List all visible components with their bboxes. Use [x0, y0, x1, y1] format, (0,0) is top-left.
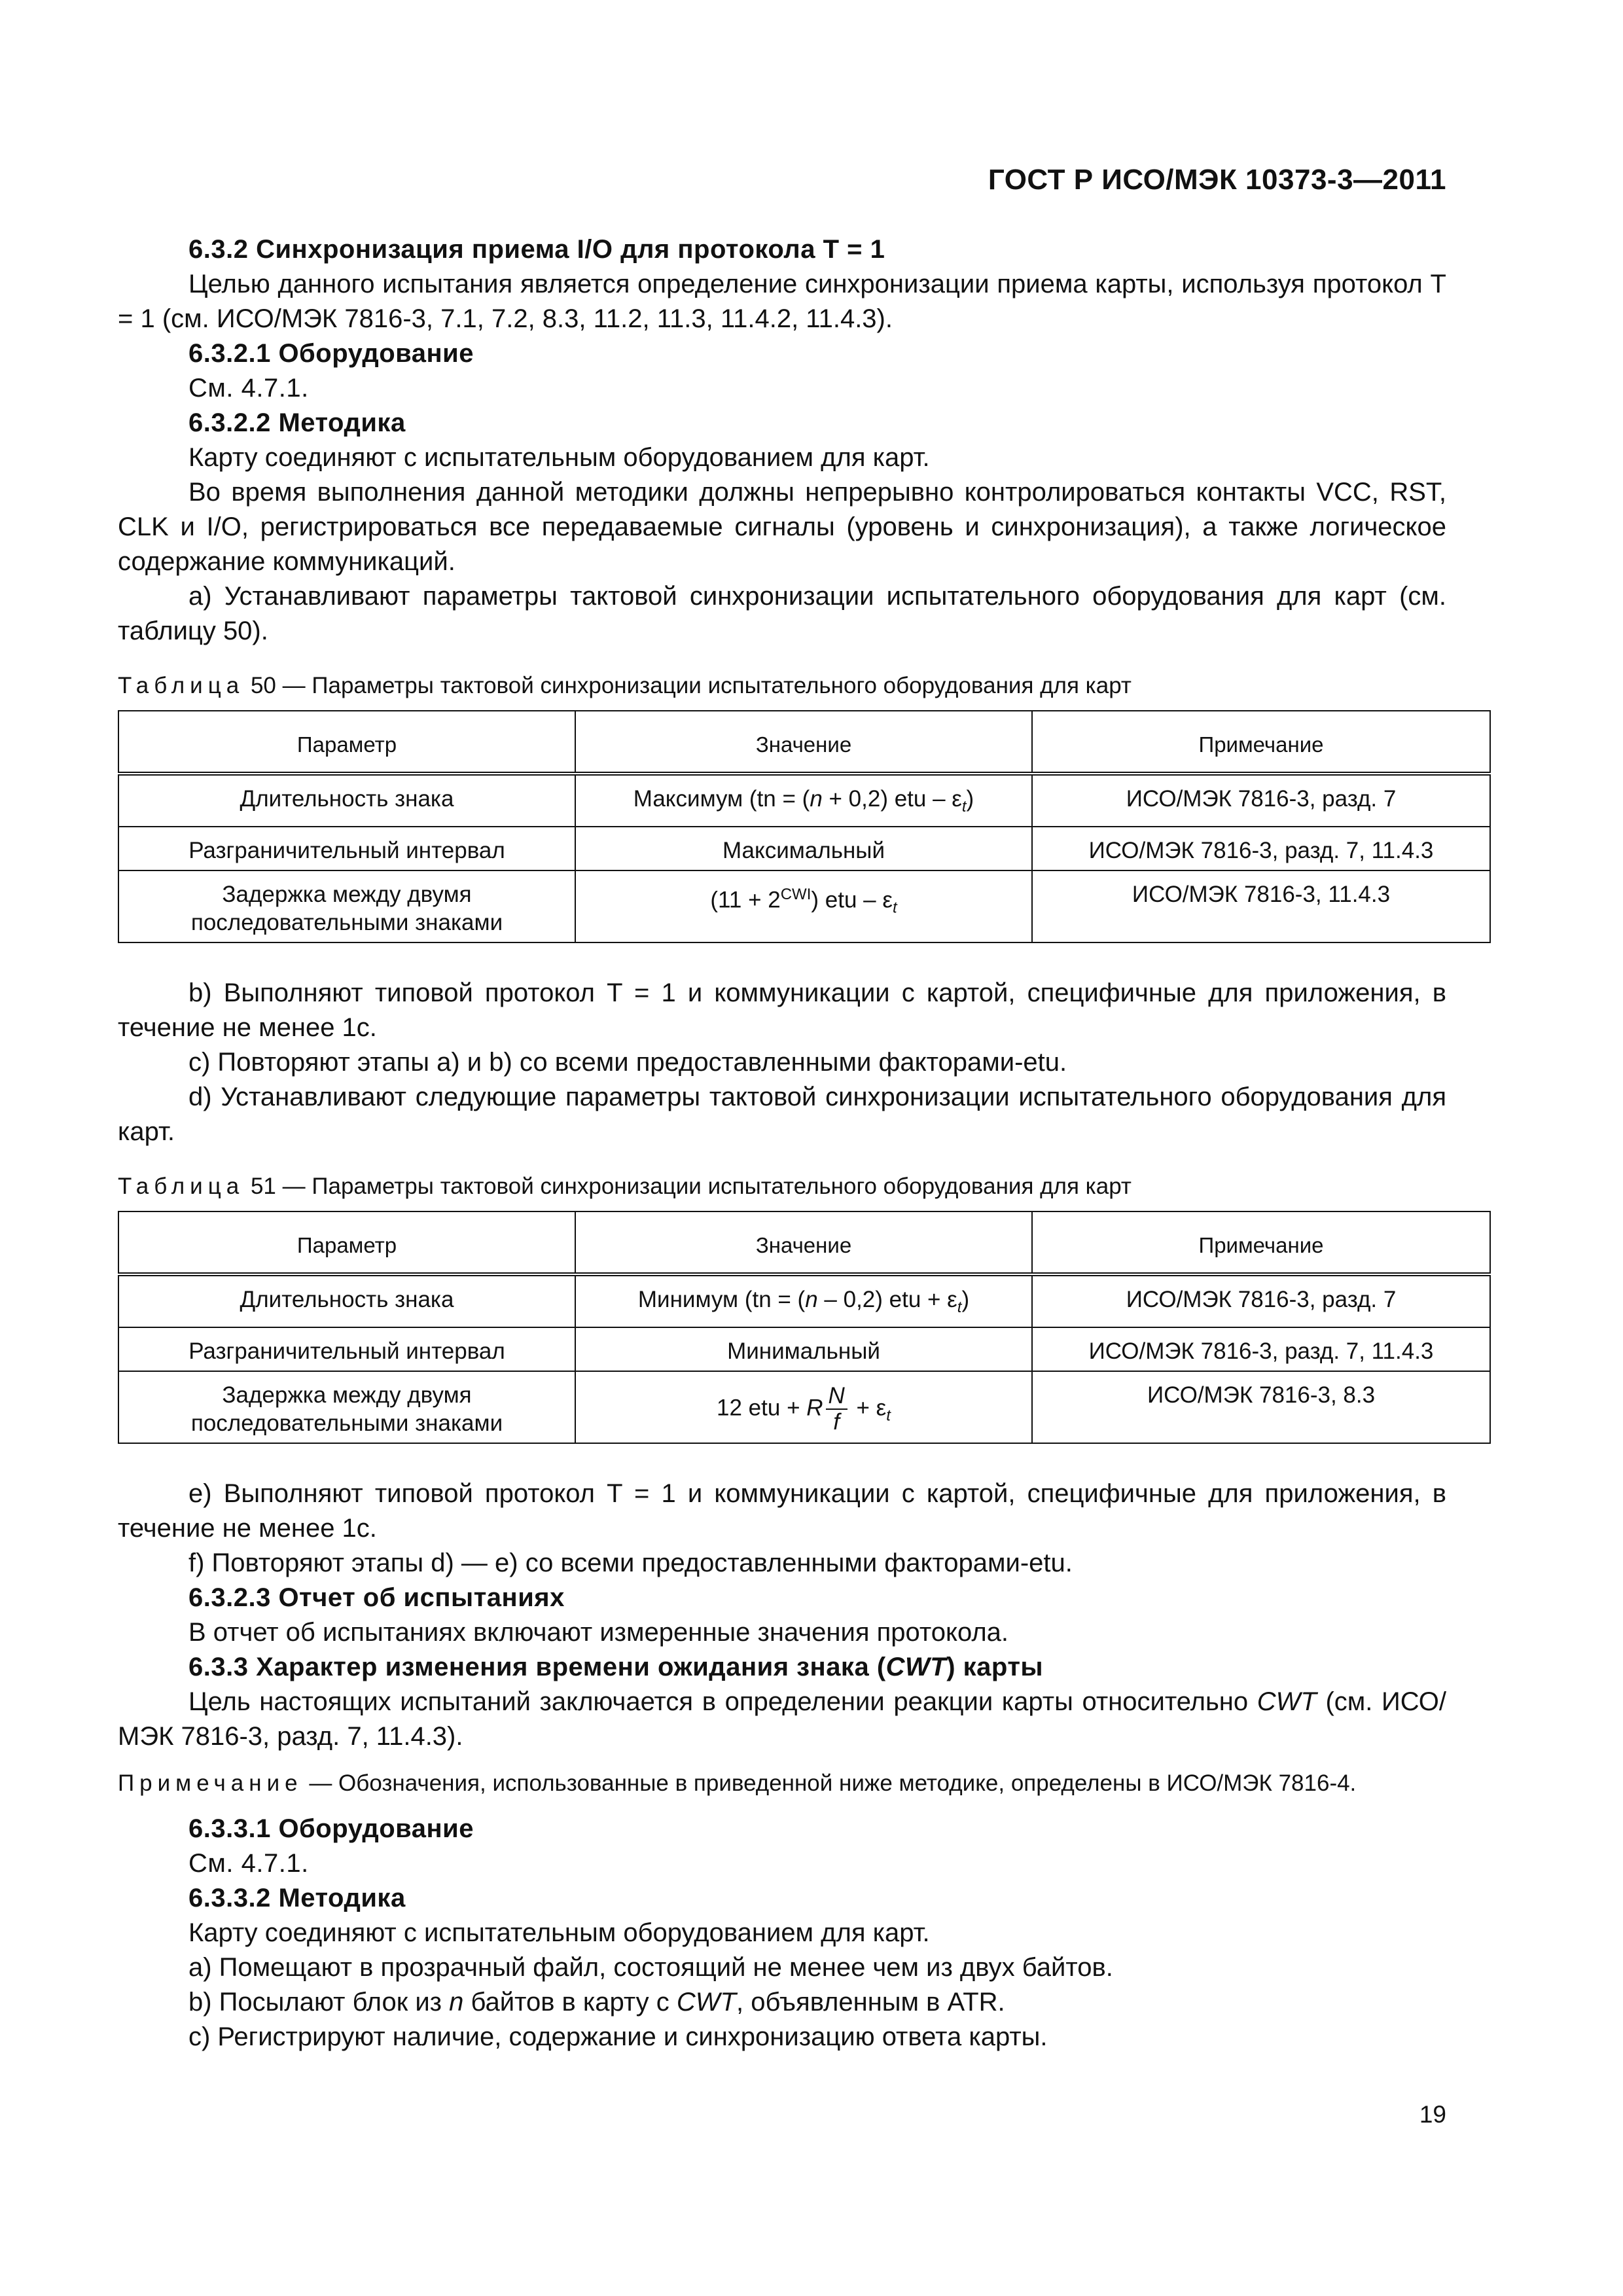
fraction-denominator: f: [833, 1409, 840, 1435]
cell-text: ) etu – ε: [811, 887, 893, 913]
step-b: b) Выполняют типовой протокол T = 1 и коммуникации с картой, специфичные для приложения, в течение не менее 1с.: [118, 978, 1446, 1042]
heading-text: ) карты: [946, 1653, 1044, 1681]
table-header-row: [118, 711, 1490, 774]
step-b: [118, 1985, 1446, 2020]
cell-text: ): [966, 786, 974, 812]
table-cell: Длительность знака: [118, 774, 575, 827]
table-cell: Минимальный: [575, 1327, 1032, 1371]
table-caption-text: 50 — Параметры тактовой синхронизации испытательного оборудования для карт: [250, 673, 1132, 698]
paragraph-text: n: [449, 1988, 464, 2017]
paragraph-text: b) Посылают блок из: [188, 1988, 450, 2017]
table-cell: [575, 870, 1032, 942]
cell-text: n: [810, 786, 823, 812]
table-51: [118, 1211, 1491, 1444]
table-label: Таблица: [118, 1174, 245, 1199]
table-cell: ИСО/МЭК 7816-3, 8.3: [1032, 1371, 1490, 1443]
step-c: c) Регистрируют наличие, содержание и синхронизацию ответа карты.: [188, 2022, 1048, 2051]
paragraph-text: CWT: [676, 1988, 736, 2017]
paragraph-text: байтов в карту с: [463, 1988, 677, 2017]
cell-text: Минимум (tn = (: [637, 1287, 806, 1312]
paragraph: Целью данного испытания является определение синхронизации приема карты, используя протокол T = 1 (см. ИСО/МЭК 7816-3, 7.1, 7.2, 8.3, 11.2, 11.3, 11.4.2, 11.4.3).: [118, 270, 1446, 333]
cell-text: t: [961, 798, 967, 816]
note-label: Примечание: [118, 1770, 303, 1796]
paragraph: [118, 1685, 1446, 1754]
column-header: Значение: [575, 1211, 1032, 1274]
column-header: Параметр: [118, 1211, 575, 1274]
table-row: [118, 827, 1490, 870]
table-label: Таблица: [118, 673, 245, 698]
cell-text: (11 + 2: [710, 887, 781, 913]
paragraph: См. 4.7.1.: [188, 374, 309, 403]
table-cell: Длительность знака: [118, 1274, 575, 1327]
note-text: — Обозначения, использованные в приведенной ниже методике, определены в ИСО/МЭК 7816-4.: [302, 1770, 1357, 1796]
cell-text: t: [886, 1407, 891, 1425]
page-number: 19: [1419, 2101, 1446, 2128]
table-cell: ИСО/МЭК 7816-3, разд. 7, 11.4.3: [1032, 1327, 1490, 1371]
paragraph-text: Цель настоящих испытаний заключается в определении реакции карты относительно: [188, 1687, 1257, 1716]
table-cell: [575, 774, 1032, 827]
paragraph-text: , объявленным в ATR.: [736, 1988, 1005, 2017]
table-header-row: [118, 1211, 1490, 1274]
cell-text: + 0,2) etu – ε: [822, 786, 962, 812]
step-c: c) Повторяют этапы a) и b) со всеми предоставленными факторами-etu.: [188, 1048, 1067, 1077]
table-cell: ИСО/МЭК 7816-3, 11.4.3: [1032, 870, 1490, 942]
heading-text: CWT: [885, 1653, 947, 1681]
table-cell: ИСО/МЭК 7816-3, разд. 7: [1032, 1274, 1490, 1327]
paragraph: См. 4.7.1.: [188, 1849, 309, 1878]
column-header: Примечание: [1032, 711, 1490, 774]
fraction-numerator: N: [826, 1384, 847, 1410]
cell-text: Максимум (tn = (: [633, 786, 810, 812]
table-caption-text: 51 — Параметры тактовой синхронизации испытательного оборудования для карт: [250, 1174, 1132, 1199]
heading-text: 6.3.3 Характер изменения времени ожидания знака (: [188, 1653, 886, 1681]
step-e: e) Выполняют типовой протокол T = 1 и коммуникации с картой, специфичные для приложения, в течение не менее 1с.: [118, 1479, 1446, 1543]
section-heading-6-3-2-2: 6.3.2.2 Методика: [188, 408, 406, 437]
step-a: a) Устанавливают параметры тактовой синхронизации испытательного оборудования для карт (см. таблицу 50).: [118, 582, 1446, 645]
table-row: [118, 1371, 1490, 1443]
column-header: Значение: [575, 711, 1032, 774]
table-row: [118, 870, 1490, 942]
paragraph-text: (см. ИСО/МЭК 7816-3, разд. 7, 11.4.3).: [118, 1687, 1446, 1751]
table-50-caption: [118, 671, 1446, 701]
step-a: a) Помещают в прозрачный файл, состоящий не менее чем из двух байтов.: [188, 1953, 1113, 1982]
cell-text: t: [892, 899, 897, 917]
fraction: [826, 1384, 847, 1435]
cell-text: n: [805, 1287, 818, 1312]
table-row: [118, 774, 1490, 827]
document-header: ГОСТ Р ИСО/МЭК 10373-3—2011: [988, 164, 1446, 196]
table-cell: Разграничительный интервал: [118, 827, 575, 870]
table-cell: [575, 1274, 1032, 1327]
section-heading-6-3-3-2: 6.3.3.2 Методика: [188, 1884, 406, 1912]
section-heading-6-3-2-1: 6.3.2.1 Оборудование: [188, 339, 474, 368]
paragraph-text: CWT: [1257, 1687, 1317, 1716]
cell-text: 12 etu +: [717, 1395, 807, 1421]
table-row: [118, 1274, 1490, 1327]
page-content: [118, 232, 1446, 2054]
cell-text: CWI: [780, 886, 812, 903]
note: [118, 1768, 1446, 1799]
table-cell: ИСО/МЭК 7816-3, разд. 7, 11.4.3: [1032, 827, 1490, 870]
table-cell: Задержка между двумя последовательными знаками: [118, 870, 575, 942]
table-cell: Разграничительный интервал: [118, 1327, 575, 1371]
step-d: d) Устанавливают следующие параметры тактовой синхронизации испытательного оборудования для карт.: [118, 1083, 1446, 1146]
paragraph: Во время выполнения данной методики должны непрерывно контролироваться контакты VCC, RST, CLK и I/O, регистрироваться все передаваемые сигналы (уровень и синхронизация), а также логическое содержание коммуникаций.: [118, 478, 1446, 576]
cell-text: – 0,2) etu + ε: [817, 1287, 957, 1312]
step-f: f) Повторяют этапы d) — e) со всеми предоставленными факторами-etu.: [188, 1549, 1073, 1577]
paragraph: Карту соединяют с испытательным оборудованием для карт.: [188, 443, 930, 472]
section-heading-6-3-3: [118, 1650, 1446, 1685]
table-cell: Задержка между двумя последовательными знаками: [118, 1371, 575, 1443]
paragraph: Карту соединяют с испытательным оборудованием для карт.: [188, 1918, 930, 1947]
table-row: [118, 1327, 1490, 1371]
cell-text: t: [957, 1299, 962, 1316]
paragraph: В отчет об испытаниях включают измеренные значения протокола.: [188, 1618, 1009, 1647]
section-heading-6-3-2-3: 6.3.2.3 Отчет об испытаниях: [188, 1583, 565, 1612]
table-cell: Максимальный: [575, 827, 1032, 870]
column-header: Примечание: [1032, 1211, 1490, 1274]
table-51-caption: [118, 1172, 1446, 1202]
cell-text: + ε: [849, 1395, 887, 1421]
section-heading-6-3-2: 6.3.2 Синхронизация приема I/O для протокола T = 1: [188, 235, 885, 264]
cell-text: R: [806, 1395, 823, 1421]
cell-text: ): [961, 1287, 970, 1312]
table-cell: [575, 1371, 1032, 1443]
table-cell: ИСО/МЭК 7816-3, разд. 7: [1032, 774, 1490, 827]
table-50: [118, 710, 1491, 943]
section-heading-6-3-3-1: 6.3.3.1 Оборудование: [188, 1814, 474, 1843]
column-header: Параметр: [118, 711, 575, 774]
